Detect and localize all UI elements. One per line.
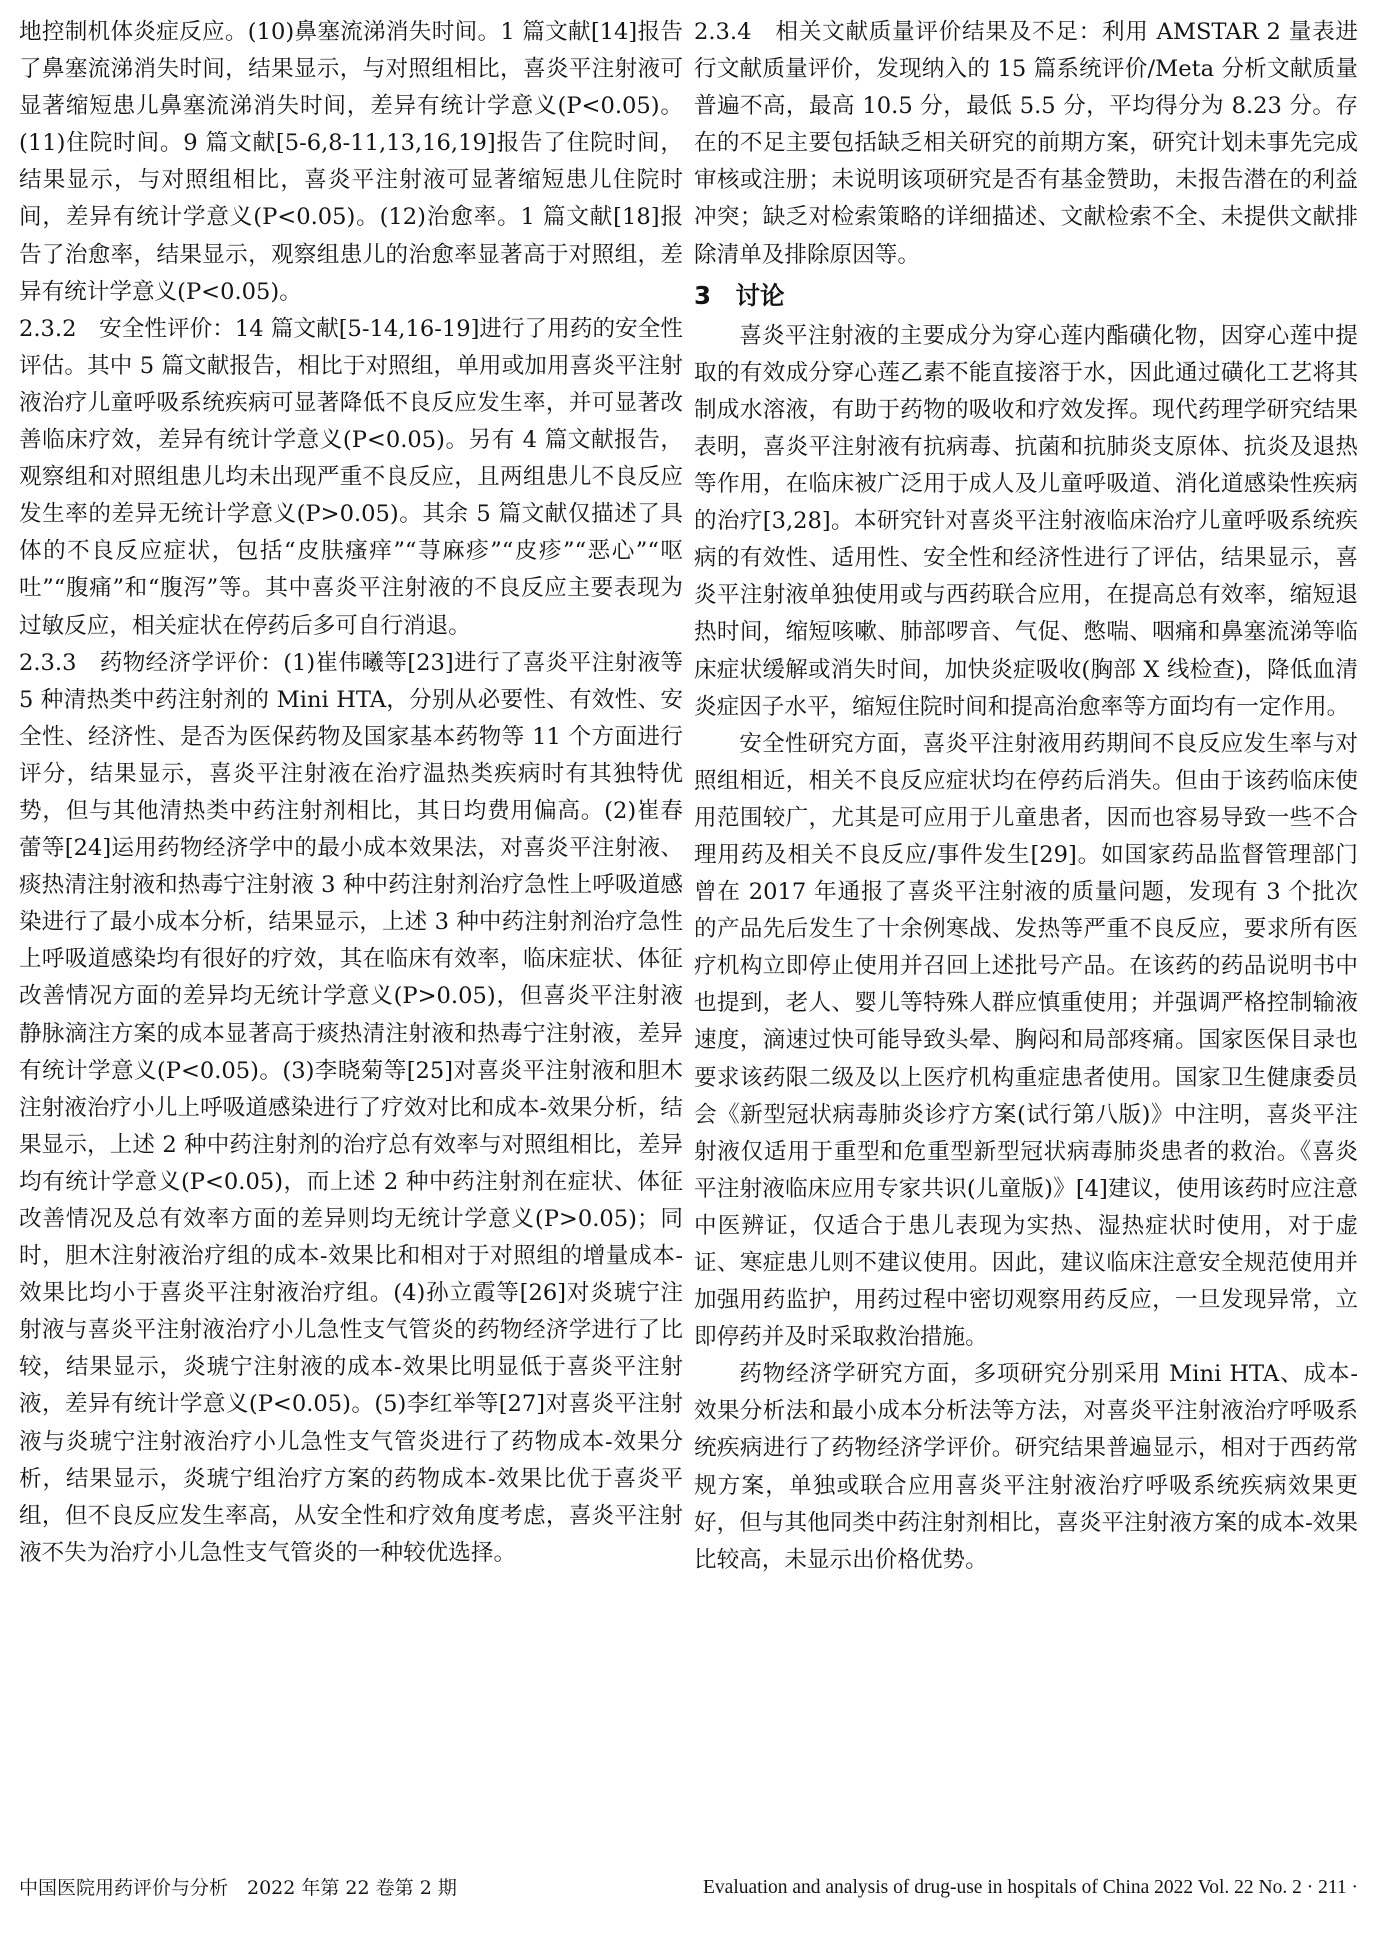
paragraph-pharmacoeconomic-evaluation: 2.3.3 药物经济学评价：(1)崔伟曦等[23]进行了喜炎平注射液等 5 种清热类中药注射剂的 Mini HTA，分别从必要性、有效性、安全性、经济性、是否为医保药物及国家基本药物等 11 个方面进行评分，结果显示，喜炎平注射液在治疗温热类疾病时有其独特优势，但与其他清热类中药注射剂相比，其日均费用偏高。(2)崔春蕾等[24]运用药物经济学中的最小成本效果法，对喜炎平注射液、痰热清注射液和热毒宁注射液 3 种中药注射剂治疗急性上呼吸道感染进行了最小成本分析，结果显示，上述 3 种中药注射剂治疗急性上呼吸道感染均有很好的疗效，其在临床有效率，临床症状、体征改善情况方面的差异均无统计学意义(P>0.05)，但喜炎平注射液静脉滴注方案的成本显著高于痰热清注射液和热毒宁注射液，差异有统计学意义(P<0.05)。(3)李晓菊等[25]对喜炎平注射液和胆木注射液治疗小儿上呼吸道感染进行了疗效对比和成本-效果分析，结果显示，上述 2 种中药注射剂的治疗总有效率与对照组相比，差异均有统计学意义(P<0.05)，而上述 2 种中药注射剂在症状、体征改善情况及总有效率方面的差异则均无统计学意义(P>0.05)；同时，胆木注射液治疗组的成本-效果比和相对于对照组的增量成本-效果比均小于喜炎平注射液治疗组。(4)孙立霞等[26]对炎琥宁注射液与喜炎平注射液治疗小儿急性支气管炎的药物经济学进行了比较，结果显示，炎琥宁注射液的成本-效果比明显低于喜炎平注射液，差异有统计学意义(P<0.05)。(5)李红举等[27]对喜炎平注射液与炎琥宁注射液治疗小儿急性支气管炎进行了药物成本-效果分析，结果显示，炎琥宁组治疗方案的药物成本-效果比优于喜炎平组，但不良反应发生率高，从安全性和疗效角度考虑，喜炎平注射液不失为治疗小儿急性支气管炎的一种较优选择。	[19, 649, 683, 1566]
footer-journal-english: Evaluation and analysis of drug-use in hospitals of China 2022 Vol. 22 No. 2 · 211 ·	[703, 1877, 1358, 1898]
left-column	[19, 14, 683, 1572]
paragraph-quality-assessment: 2.3.4 相关文献质量评价结果及不足：利用 AMSTAR 2 量表进行文献质量评价，发现纳入的 15 篇系统评价/Meta 分析文献质量普遍不高，最高 10.5 分，最低 5.5 分，平均得分为 8.23 分。存在的不足主要包括缺乏相关研究的前期方案，研究计划未事先完成审核或注册；未说明该项研究是否有基金赞助，未报告潜在的利益冲突；缺乏对检索策略的详细描述、文献检索不全、未提供文献排除清单及排除原因等。	[694, 19, 1358, 268]
footer-journal-chinese: 中国医院用药评价与分析 2022 年第 22 卷第 2 期	[19, 1877, 457, 1899]
section-heading-discussion: 3 讨论	[694, 280, 785, 310]
paragraph-safety-evaluation: 2.3.2 安全性评价：14 篇文献[5-14,16-19]进行了用药的安全性评估。其中 5 篇文献报告，相比于对照组，单用或加用喜炎平注射液治疗儿童呼吸系统疾病可显著降低不良反应发生率，并可显著改善临床疗效，差异有统计学意义(P<0.05)。另有 4 篇文献报告，观察组和对照组患儿均未出现严重不良反应，且两组患儿不良反应发生率的差异无统计学意义(P>0.05)。其余 5 篇文献仅描述了具体的不良反应症状，包括“皮肤瘙痒”“荨麻疹”“皮疹”“恶心”“呕吐”“腹痛”和“腹泻”等。其中喜炎平注射液的不良反应主要表现为过敏反应，相关症状在停药后多可自行消退。	[19, 315, 683, 639]
right-column	[694, 14, 1358, 1579]
paragraph-discussion-economics: 药物经济学研究方面，多项研究分别采用 Mini HTA、成本-效果分析法和最小成本分析法等方法，对喜炎平注射液治疗呼吸系统疾病进行了药物经济学评价。研究结果普遍显示，相对于西药常规方案，单独或联合应用喜炎平注射液治疗呼吸系统疾病效果更好，但与其他同类中药注射剂相比，喜炎平注射液方案的成本-效果比较高，未显示出价格优势。	[694, 1361, 1358, 1573]
page-footer	[19, 1868, 1358, 1908]
paragraph-discussion-safety: 安全性研究方面，喜炎平注射液用药期间不良反应发生率与对照组相近，相关不良反应症状均在停药后消失。但由于该药临床使用范围较广，尤其是可应用于儿童患者，因而也容易导致一些不合理用药及相关不良反应/事件发生[29]。如国家药品监督管理部门曾在 2017 年通报了喜炎平注射液的质量问题，发现有 3 个批次的产品先后发生了十余例寒战、发热等严重不良反应，要求所有医疗机构立即停止使用并召回上述批号产品。在该药的药品说明书中也提到，老人、婴儿等特殊人群应慎重使用；并强调严格控制输液速度，滴速过快可能导致头晕、胸闷和局部疼痛。国家医保目录也要求该药限二级及以上医疗机构重症患者使用。国家卫生健康委员会《新型冠状病毒肺炎诊疗方案(试行第八版)》中注明，喜炎平注射液仅适用于重型和危重型新型冠状病毒肺炎患者的救治。《喜炎平注射液临床应用专家共识(儿童版)》[4]建议，使用该药时应注意中医辨证，仅适合于患儿表现为实热、湿热症状时使用，对于虚证、寒症患儿则不建议使用。因此，建议临床注意安全规范使用并加强用药监护，用药过程中密切观察用药反应，一旦发现异常，立即停药并及时采取救治措施。	[694, 730, 1358, 1351]
paragraph-discussion-efficacy: 喜炎平注射液的主要成分为穿心莲内酯磺化物，因穿心莲中提取的有效成分穿心莲乙素不能直接溶于水，因此通过磺化工艺将其制成水溶液，有助于药物的吸收和疗效发挥。现代药理学研究结果表明，喜炎平注射液有抗病毒、抗菌和抗肺炎支原体、抗炎及退热等作用，在临床被广泛用于成人及儿童呼吸道、消化道感染性疾病的治疗[3,28]。本研究针对喜炎平注射液临床治疗儿童呼吸系统疾病的有效性、适用性、安全性和经济性进行了评估，结果显示，喜炎平注射液单独使用或与西药联合应用，在提高总有效率，缩短退热时间，缩短咳嗽、肺部啰音、气促、憋喘、咽痛和鼻塞流涕等临床症状缓解或消失时间，加快炎症吸收(胸部 X 线检查)，降低血清炎症因子水平，缩短住院时间和提高治愈率等方面均有一定作用。	[694, 322, 1358, 720]
paragraph-outcomes-10-12: 地控制机体炎症反应。(10)鼻塞流涕消失时间。1 篇文献[14]报告了鼻塞流涕消失时间，结果显示，与对照组相比，喜炎平注射液可显著缩短患儿鼻塞流涕消失时间，差异有统计学意义(P<0.05)。(11)住院时间。9 篇文献[5-6,8-11,13,16,19]报告了住院时间，结果显示，与对照组相比，喜炎平注射液可显著缩短患儿住院时间，差异有统计学意义(P<0.05)。(12)治愈率。1 篇文献[18]报告了治愈率，结果显示，观察组患儿的治愈率显著高于对照组，差异有统计学意义(P<0.05)。	[19, 19, 683, 305]
